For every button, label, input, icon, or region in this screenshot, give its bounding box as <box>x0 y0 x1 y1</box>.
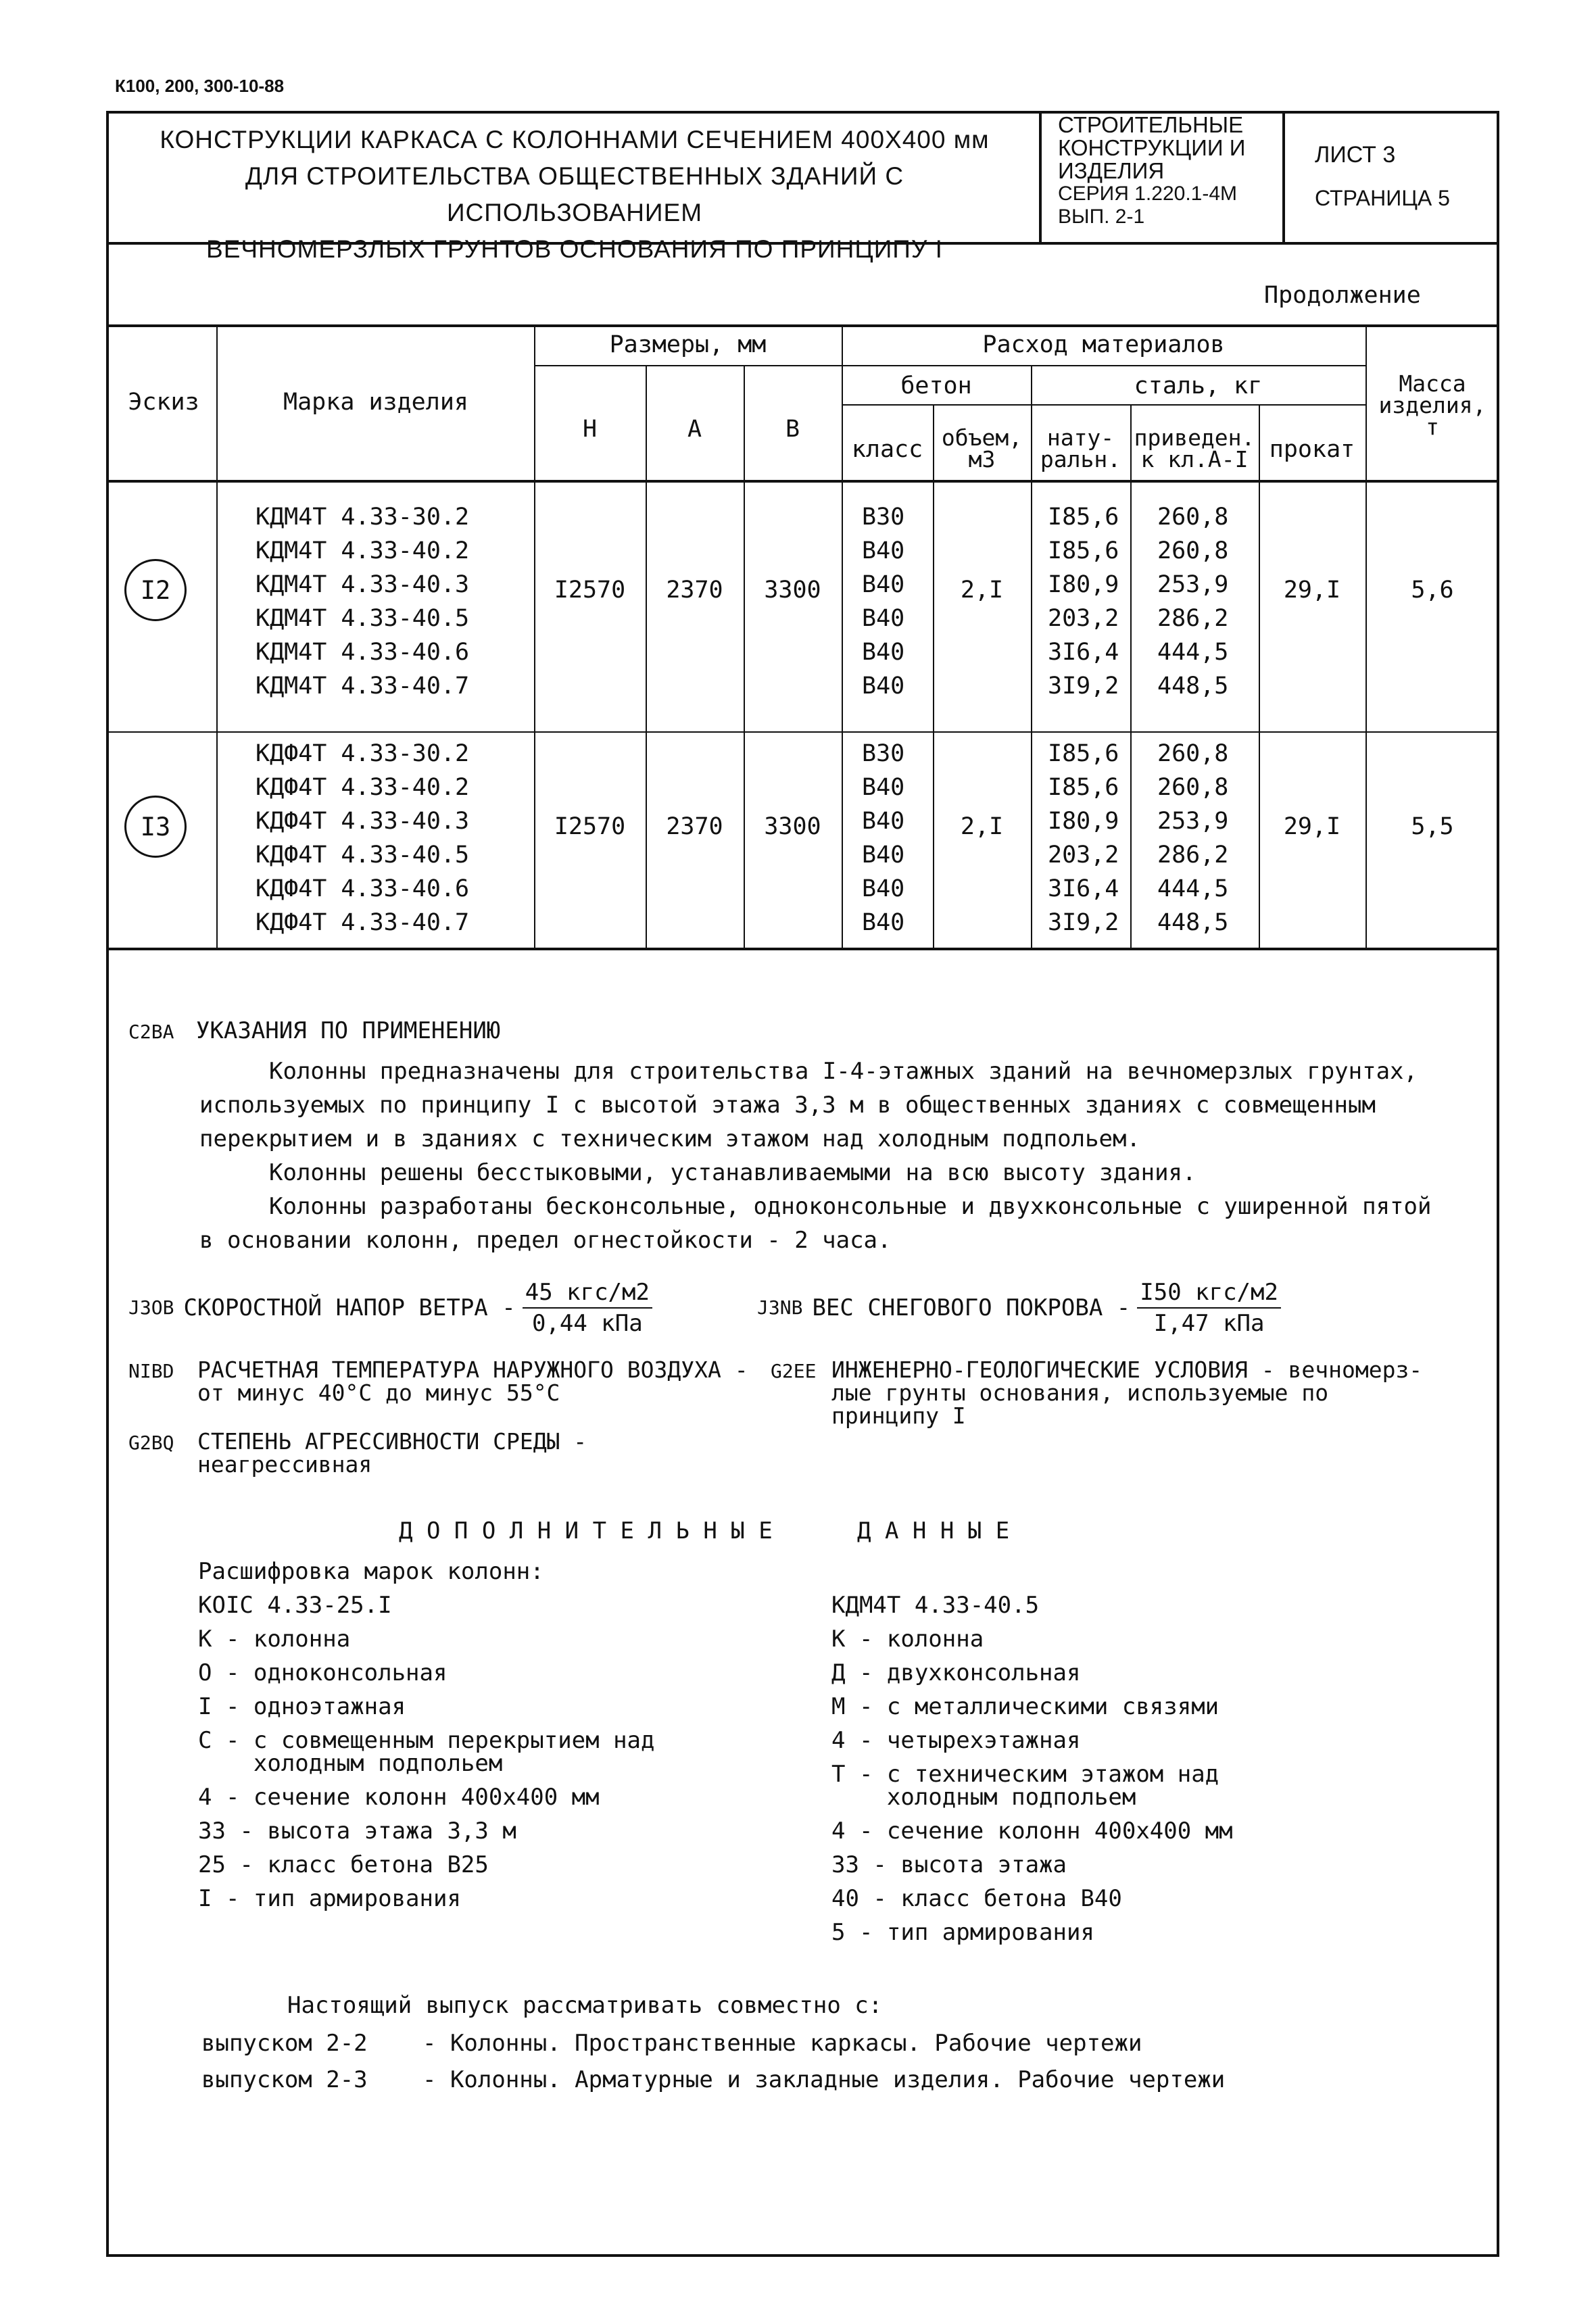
ref-text: - Колонны. Арматурные и закладные изделия. Рабочие чертежи <box>422 2066 1226 2093</box>
header-sizes: Размеры, мм <box>609 331 767 358</box>
aggr-text: СТЕПЕНЬ АГРЕССИВНОСТИ СРЕДЫ - неагрессивная <box>197 1428 587 1478</box>
geo-text: ИНЖЕНЕРНО-ГЕОЛОГИЧЕСКИЕ УСЛОВИЯ - вечномерз- лые грунты основания, используемые по принципу I <box>831 1357 1423 1429</box>
cell-reduced: 260,8 260,8 253,9 286,2 444,5 448,5 <box>1157 740 1229 936</box>
document-code: К100, 200, 300-10-88 <box>115 76 285 96</box>
sketch-badge: I3 <box>124 796 187 858</box>
decode-label: Расшифровка марок колонн: <box>198 1558 544 1585</box>
cell-natural: I85,6 I85,6 I80,9 203,2 3I6,4 3I9,2 <box>1048 740 1119 936</box>
header-consumption: Расход материалов <box>982 331 1225 358</box>
header-rolled: прокат <box>1269 436 1355 463</box>
header-volume: объем, м3 <box>941 424 1023 472</box>
wind-load: J3ОВ СКОРОСТНОЙ НАПОР ВЕТРА - $\frac{\text{45 кгс/м2}}{\text{0,44 кПа}}$ <box>128 1277 652 1338</box>
cell-mass: 5,6 <box>1411 577 1454 604</box>
ref-text: - Колонны. Пространственные каркасы. Рабочие чертежи <box>422 2030 1142 2057</box>
cell-b: 3300 <box>764 577 821 604</box>
cell-h: I2570 <box>554 813 626 840</box>
cell-classes: В30 В40 В40 В40 В40 В40 <box>862 504 905 700</box>
extra-heading-left: Д О П О Л Н И Т Е Л Ь Н Ы Е <box>399 1517 773 1544</box>
wind-denominator: 0,44 кПа <box>531 1310 643 1337</box>
cell-classes: В30 В40 В40 В40 В40 В40 <box>862 740 905 936</box>
left-decode-list: КОIС 4.33-25.I К - колонна О - одноконсольная I - одноэтажная С - с совмещенным перекрытием над холодным подпольем 4 - сечение колонн 400х400 мм 33 - высота этажа 3,3 м 25 - класс бетона В25 I - тип армирования <box>198 1592 655 1912</box>
group-divider <box>106 731 1499 733</box>
cell-h: I2570 <box>554 577 626 604</box>
ref-issue: выпуском 2-2 <box>201 2030 368 2057</box>
usage-heading: С2ВА УКАЗАНИЯ ПО ПРИМЕНЕНИЮ <box>128 1017 501 1044</box>
cell-a: 2370 <box>666 577 723 604</box>
snow-load: J3NВ ВЕС СНЕГОВОГО ПОКРОВА - $\frac{\text{I50 кгс/м2}}{\text{I,47 кПа}}$ <box>757 1277 1281 1338</box>
cell-volume: 2,I <box>960 813 1004 840</box>
header-concrete: бетон <box>900 372 972 399</box>
cell-reduced: 260,8 260,8 253,9 286,2 444,5 448,5 <box>1157 504 1229 700</box>
aggr-code: G2ВQ <box>128 1432 174 1454</box>
series-block: СТРОИТЕЛЬНЫЕ КОНСТРУКЦИИ И ИЗДЕЛИЯ СЕРИЯ 1.220.1-4М ВЫП. 2-1 <box>1058 112 1246 228</box>
right-decode-list: КДМ4Т 4.33-40.5 К - колонна Д - двухконсольная М - с металлическими связями 4 - четырехэтажная Т - с техническим этажом над холодным подпольем 4 - сечение колонн 400х400 мм 33 - высота этажа 40 - класс бетона В40 5 - тип армирования <box>831 1592 1233 1946</box>
table-top-line <box>106 324 1499 327</box>
title-divider-1 <box>1039 111 1042 243</box>
wind-numerator: 45 кгс/м2 <box>523 1277 652 1309</box>
cell-mass: 5,5 <box>1411 813 1454 840</box>
cell-rolled: 29,I <box>1283 577 1341 604</box>
extra-heading-right: Д А Н Н Ы Е <box>857 1517 1010 1544</box>
usage-paragraph-3: Колонны разработаны бесконсольные, одноконсольные и двухконсольные с уширенной пятой в основании колонн, предел огнестойкости - 2 часа. <box>199 1193 1432 1254</box>
cell-rolled: 29,I <box>1283 813 1341 840</box>
cell-natural: I85,6 I85,6 I80,9 203,2 3I6,4 3I9,2 <box>1048 504 1119 700</box>
page-number: СТРАНИЦА 5 <box>1315 186 1450 210</box>
header-natural: нату- ральн. <box>1040 424 1121 472</box>
usage-paragraph-2: Колонны решены бесстыковыми, устанавливаемыми на всю высоту здания. <box>269 1159 1196 1186</box>
header-mass: Масса изделия, т <box>1378 370 1486 440</box>
title-divider-2 <box>1282 111 1285 243</box>
table-header-bottom <box>106 480 1499 483</box>
geo-code: G2ЕЕ <box>771 1360 817 1382</box>
document-title: КОНСТРУКЦИИ КАРКАСА С КОЛОННАМИ СЕЧЕНИЕМ 400Х400 мм ДЛЯ СТРОИТЕЛЬСТВА ОБЩЕСТВЕННЫХ ЗДАНИЙ С ИСПОЛЬЗОВАНИЕМ ВЕЧНОМЕРЗЛЫХ ГРУНТОВ ОСНОВАНИЯ ПО ПРИНЦИПУ I <box>160 126 990 263</box>
ref-issue: выпуском 2-3 <box>201 2066 368 2093</box>
snow-denominator: I,47 кПа <box>1153 1310 1265 1337</box>
continuation-label: Продолжение <box>1264 282 1421 309</box>
cell-a: 2370 <box>666 813 723 840</box>
header-sketch: Эскиз <box>128 389 199 416</box>
header-mark: Марка изделия <box>283 389 468 416</box>
temp-code: NIВD <box>128 1360 174 1382</box>
sketch-badge: I2 <box>124 559 187 621</box>
temp-text: РАСЧЕТНАЯ ТЕМПЕРАТУРА НАРУЖНОГО ВОЗДУХА - от минус 40°С до минус 55°С <box>197 1357 748 1406</box>
refs-intro: Настоящий выпуск рассматривать совместно с: <box>287 1992 883 2019</box>
usage-paragraph-1: Колонны предназначены для строительства I-4-этажных зданий на вечномерзлых грунтах, используемых по принципу I с высотой этажа 3,3 м в общественных зданиях с совмещенным перекрытием и в зданиях с техническим этажом над холодным подпольем. <box>199 1058 1418 1152</box>
header-class: класс <box>851 436 923 463</box>
cell-b: 3300 <box>764 813 821 840</box>
cell-volume: 2,I <box>960 577 1004 604</box>
table-row-marks: КДФ4Т 4.33-30.2 КДФ4Т 4.33-40.2 КДФ4Т 4.33-40.3 КДФ4Т 4.33-40.5 КДФ4Т 4.33-40.6 КДФ4Т 4.33-40.7 <box>256 740 470 936</box>
header-a: А <box>687 416 702 443</box>
sheet-number: ЛИСТ 3 <box>1315 142 1396 168</box>
snow-numerator: I50 кгс/м2 <box>1137 1277 1281 1309</box>
header-steel: сталь, кг <box>1134 372 1263 399</box>
table-bottom-line <box>106 948 1499 950</box>
header-reduced: приведен. к кл.А-I <box>1134 424 1255 472</box>
header-h: Н <box>582 416 598 443</box>
table-row-marks: КДМ4Т 4.33-30.2 КДМ4Т 4.33-40.2 КДМ4Т 4.33-40.3 КДМ4Т 4.33-40.5 КДМ4Т 4.33-40.6 КДМ4Т 4.33-40.7 <box>256 504 470 700</box>
header-b: В <box>785 416 800 443</box>
